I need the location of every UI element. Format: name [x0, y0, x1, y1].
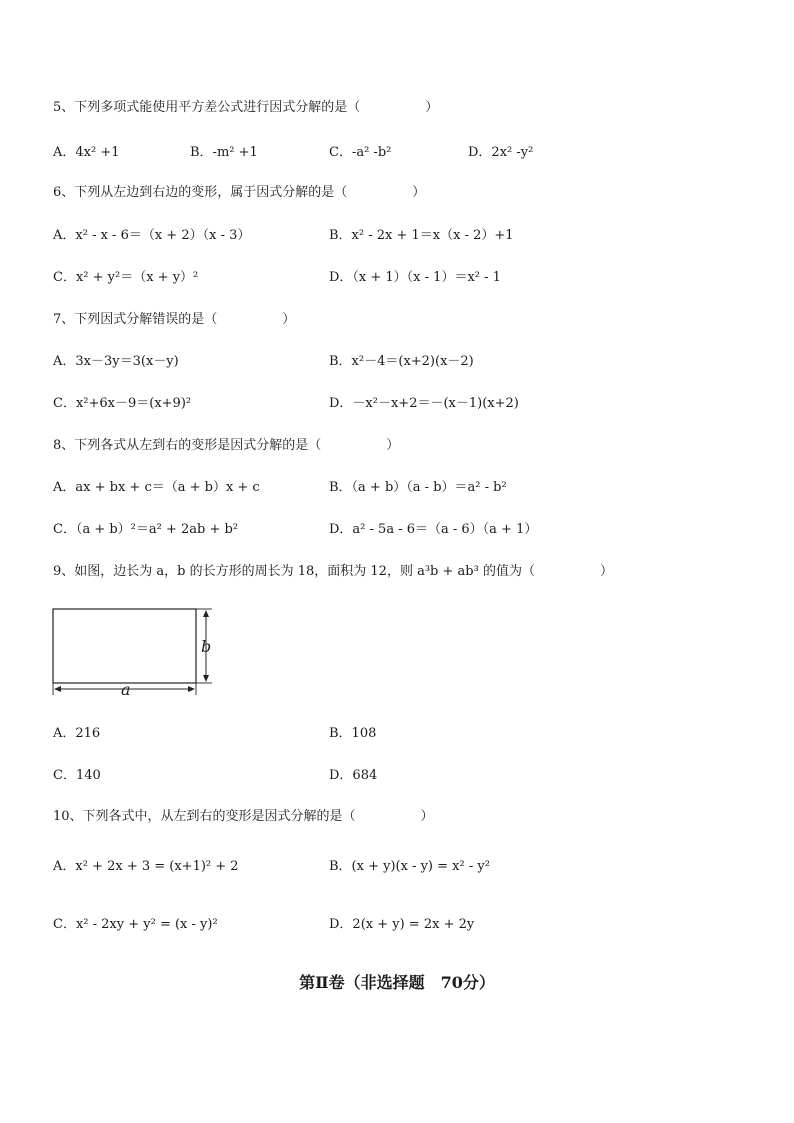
question-9-option-a: A．216	[53, 726, 101, 741]
question-5-option-b: B．-m² +1	[190, 145, 258, 160]
question-10-option-d: D．2(x + y) = 2x + 2y	[329, 917, 475, 932]
question-6-option-a: A．x² - x - 6＝（x + 2）（x - 3）	[53, 228, 251, 243]
question-6-option-d: D．（x + 1）（x - 1）＝x² - 1	[329, 270, 501, 285]
a-arrow-right	[188, 686, 195, 692]
question-10-option-a: A．x² + 2x + 3 = (x+1)² + 2	[53, 859, 239, 874]
question-9-option-c: C．140	[53, 768, 101, 783]
question-8-option-a: A．ax + bx + c＝（a + b）x + c	[53, 480, 260, 495]
question-5-option-d: D．2x² -y²	[468, 145, 534, 160]
question-9-stem: 9、如图，边长为 a，b 的长方形的周长为 18，面积为 12，则 a³b + ab³ 的值为（ ）	[53, 564, 613, 579]
question-5-stem: 5、下列多项式能使用平方差公式进行因式分解的是（ ）	[53, 100, 439, 115]
question-8-option-d: D．a² - 5a - 6＝（a - 6）（a + 1）	[329, 522, 538, 537]
question-8-option-b: B．（a + b）（a - b）＝a² - b²	[329, 480, 507, 495]
question-8-option-c: C．（a + b）²＝a² + 2ab + b²	[53, 522, 239, 537]
question-7-stem: 7、下列因式分解错误的是（ ）	[53, 312, 296, 327]
question-9-option-d: D．684	[329, 768, 378, 783]
question-6-stem: 6、下列从左边到右边的变形，属于因式分解的是（ ）	[53, 185, 426, 200]
question-9-option-b: B．108	[329, 726, 377, 741]
question-8-stem: 8、下列各式从左到右的变形是因式分解的是（ ）	[53, 438, 400, 453]
question-10-option-b: B．(x + y)(x - y) = x² - y²	[329, 859, 490, 874]
b-arrow-bottom	[203, 675, 209, 682]
question-7-option-a: A．3x－3y＝3(x－y)	[53, 354, 179, 369]
question-10-option-c: C．x² - 2xy + y² = (x - y)²	[53, 917, 218, 932]
question-10-stem: 10、下列各式中，从左到右的变形是因式分解的是（ ）	[53, 809, 434, 824]
side-a-label: a	[121, 680, 131, 699]
question-7-option-d: D．－x²－x+2＝－(x－1)(x+2)	[329, 396, 519, 411]
question-6-option-b: B．x² - 2x + 1＝x（x - 2）+1	[329, 228, 514, 243]
question-7-option-b: B．x²－4＝(x+2)(x－2)	[329, 354, 474, 369]
rectangle-outline	[53, 609, 196, 683]
question-5-option-c: C．-a² -b²	[329, 145, 392, 160]
rectangle-figure	[50, 603, 220, 703]
question-5-option-a: A．4x² +1	[53, 145, 120, 160]
b-arrow-top	[203, 610, 209, 617]
question-7-option-c: C．x²+6x－9＝(x+9)²	[53, 396, 192, 411]
a-arrow-left	[54, 686, 61, 692]
side-b-label: b	[201, 637, 212, 656]
section-title: 第Ⅱ卷（非选择题 70分）	[299, 973, 495, 992]
question-6-option-c: C．x² + y²＝（x + y）²	[53, 270, 199, 285]
